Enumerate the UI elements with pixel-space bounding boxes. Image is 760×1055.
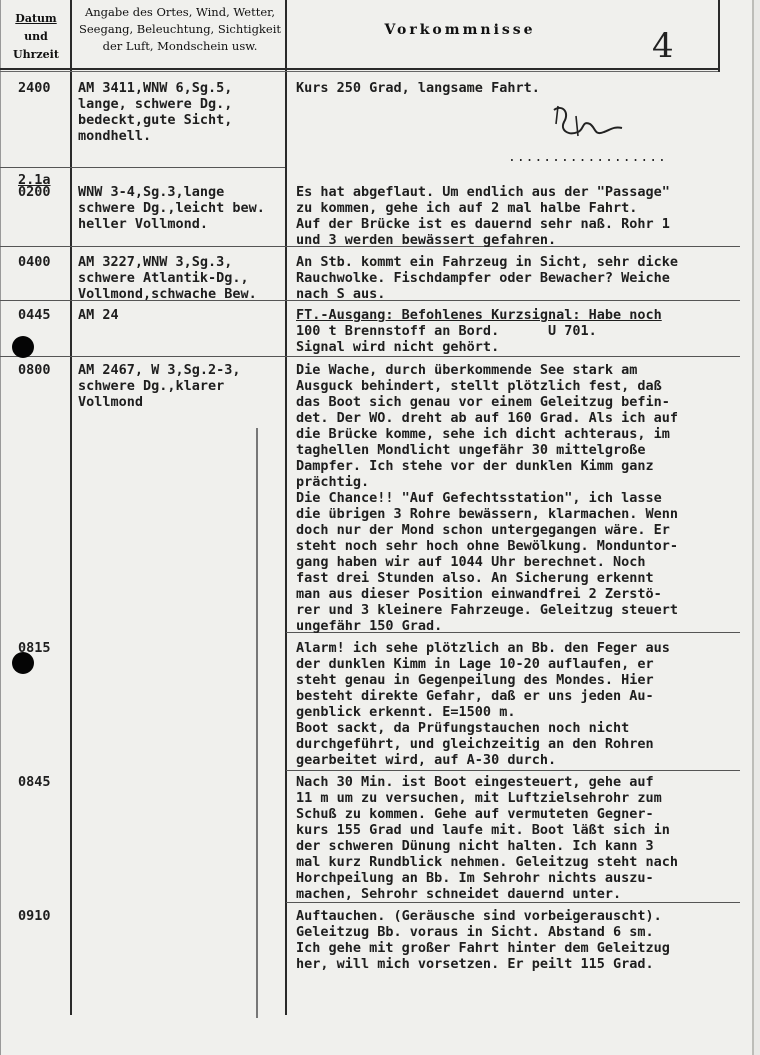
header-rule-thin xyxy=(0,71,718,72)
entry-time: 0910 xyxy=(18,908,51,924)
entry-time: 0400 xyxy=(18,254,51,270)
entry-time: 0800 xyxy=(18,362,51,378)
header-rule xyxy=(0,68,718,70)
header-date-column xyxy=(4,10,68,64)
entry-weather: AM 24 xyxy=(78,307,119,323)
entry-weather: AM 3411,WNW 6,Sg.5, lange, schwere Dg., bedeckt,gute Sicht, mondhell. xyxy=(78,80,233,144)
entry-time: 0815 xyxy=(18,640,51,656)
header-right-border xyxy=(718,0,720,72)
row-separator xyxy=(286,902,740,903)
entry-time: 2400 xyxy=(18,80,51,96)
header-time-label: Uhrzeit xyxy=(13,48,59,61)
column-divider-weather xyxy=(285,0,287,1015)
signature-dotted-line: .................. xyxy=(508,150,667,165)
entry-events: An Stb. kommt ein Fahrzeug in Sicht, sehr dicke Rauchwolke. Fischdampfer oder Bewacher? Weiche nach S aus. xyxy=(296,254,679,302)
punch-hole xyxy=(12,336,34,358)
entry-date: 2.1a xyxy=(18,172,51,188)
entry-time: 0445 xyxy=(18,307,51,323)
header-date-label: Datum xyxy=(15,12,57,25)
entry-events: Es hat abgeflaut. Um endlich aus der "Passage" zu kommen, gehe ich auf 2 mal halbe Fahrt. Auf der Brücke ist es dauernd sehr naß. Rohr 1 und 3 werden bewässert gefahren. xyxy=(296,184,670,248)
header-und-label: und xyxy=(24,30,48,43)
entry-events: Auftauchen. (Geräusche sind vorbeigerauscht). Geleitzug Bb. voraus in Sicht. Abstand 6 sm. Ich gehe mit großer Fahrt hinter dem Geleitzug her, will mich vorsetzen. Er peilt 115 Grad. xyxy=(296,908,670,972)
header-events-column: Vorkommnisse xyxy=(384,22,536,38)
entry-weather: WNW 3-4,Sg.3,lange schwere Dg.,leicht bew. heller Vollmond. xyxy=(78,184,265,232)
handwritten-signature xyxy=(548,102,628,150)
entry-weather: AM 2467, W 3,Sg.2-3, schwere Dg.,klarer Vollmond xyxy=(78,362,241,410)
entry-time: 0200 xyxy=(18,184,51,200)
entry-events: Alarm! ich sehe plötzlich an Bb. den Feger aus der dunklen Kimm in Lage 10-20 auflaufen, er steht genau in Gegenpeilung des Mondes. Hier besteht direkte Gefahr, daß er uns jeden Au- genblick erkennt. E=1500 m. Boot sackt, da Prüfungstauchen noch nicht durchgeführt, und gleichzeitig an den Rohren gearbeitet wird, auf A-30 durch. xyxy=(296,640,670,768)
entry-weather: AM 3227,WNW 3,Sg.3, schwere Atlantik-Dg., Vollmond,schwache Bew. xyxy=(78,254,257,302)
column-divider-date xyxy=(70,0,72,1015)
page-number: 4 xyxy=(652,26,674,66)
row-separator xyxy=(0,356,740,357)
entry-time: 0845 xyxy=(18,774,51,790)
entry-events: Die Wache, durch überkommende See stark am Ausguck behindert, stellt plötzlich fest, daß das Boot sich genau vor einem Geleitzug befin- det. Der WO. dreht ab auf 160 Grad. Als ich auf die Brücke komme, sehe ich dicht achteraus, im taghellen Mondlicht ungefähr 30 mittelgroße Dampfer. Ich stehe vor der dunklen Kimm ganz prächtig. Die Chance!! "Auf Gefechtsstation", ich lasse die übrigen 3 Rohre bewässern, klarmachen. Wenn doch nur der Mond schon untergegangen wäre. Er steht noch sehr hoch ohne Bewölkung. Monduntor- gang haben wir auf 1044 Uhr berechnet. Noch fast drei Stunden also. An Sicherung erkennt man aus dieser Position einwandfrei 2 Zerstö- rer und 3 kleinere Fahrzeuge. Geleitzug steuert ungefähr 150 Grad. xyxy=(296,362,679,634)
header-weather-line: Seegang, Beleuchtung, Sichtigkeit xyxy=(78,22,282,36)
pencil-margin-line xyxy=(256,428,258,1018)
page-edge xyxy=(0,0,1,1055)
row-separator xyxy=(286,770,740,771)
row-separator xyxy=(0,167,285,168)
entry-events: Kurs 250 Grad, langsame Fahrt. xyxy=(296,80,540,96)
header-weather-line: der Luft, Mondschein usw. xyxy=(102,39,258,53)
header-weather-line: Angabe des Ortes, Wind, Wetter, xyxy=(84,5,276,19)
entry-events: Nach 30 Min. ist Boot eingesteuert, gehe auf 11 m um zu versuchen, mit Luftzielsehrohr zum Schuß zu kommen. Gehe auf vermuteten Gegner- kurs 155 Grad und laufe mit. Boot läßt sich in der schweren Dünung nicht halten. Ich kann 3 mal kurz Rundblick nehmen. Geleitzug steht nach Horchpeilung an Bb. Im Sehrohr nichts auszu- machen, Sehrohr schneidet dauernd unter. xyxy=(296,774,679,902)
header-weather-column xyxy=(76,4,284,55)
entry-events: FT.-Ausgang: Befohlenes Kurzsignal: Habe noch 100 t Brennstoff an Bord. U 701. Signal wird nicht gehört. xyxy=(296,307,662,355)
